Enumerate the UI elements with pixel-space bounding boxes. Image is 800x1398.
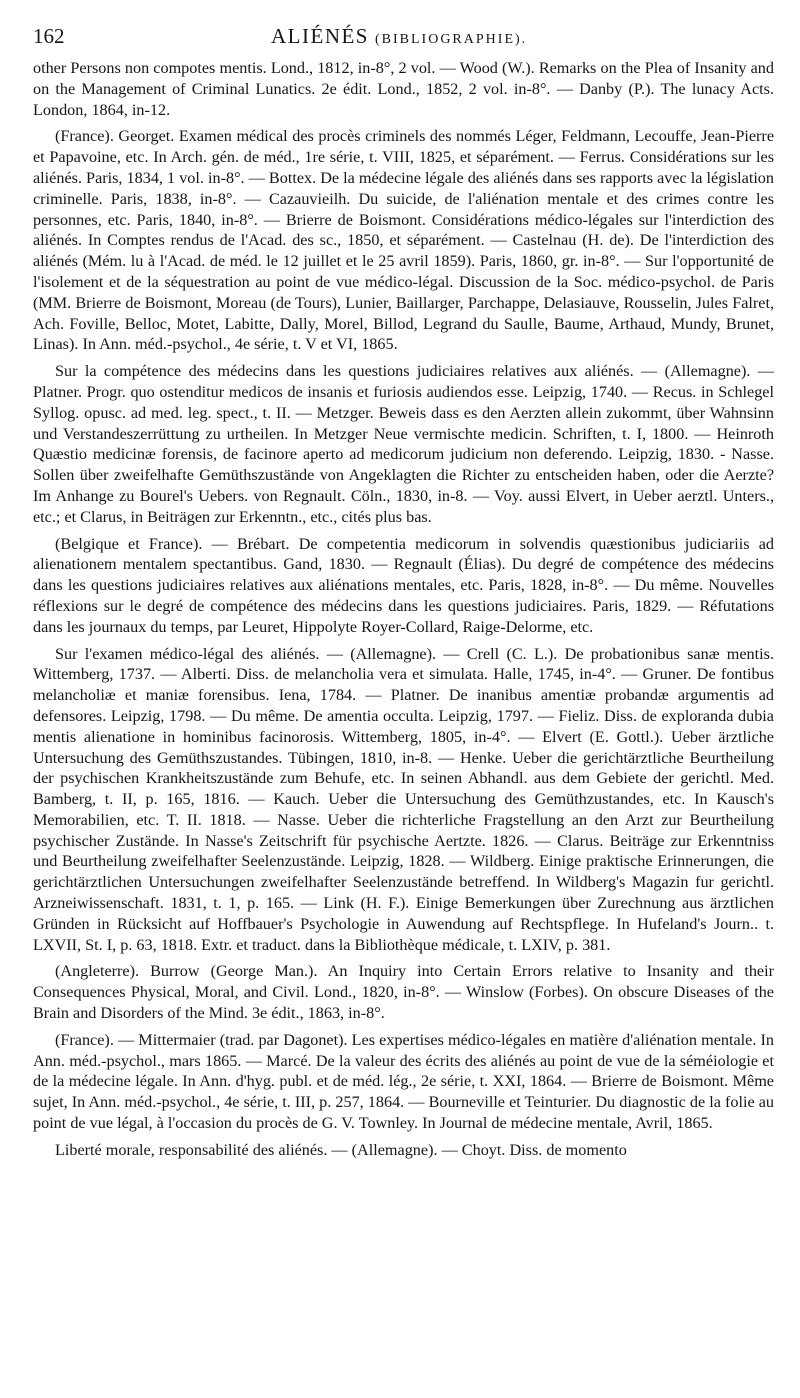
paragraph: (France). Georget. Examen médical des procès criminels des nommés Léger, Feldmann, Lecouffe, Jean-Pierre et Papavoine, etc. In Arch. gén. de méd., 1re série, t. VIII, 1825, et séparément. — Ferrus. Considérations sur les aliénés. Paris, 1834, 1 vol. in-8°. — Bottex. De la médecine légale des aliénés dans ses rapports avec la législation criminelle. Paris, 1838, in-8°. — Cazauvieilh. Du suicide, de l'aliénation mentale et des crimes contre les personnes, etc. Paris, 1840, in-8°. — Brierre de Boismont. Considérations médico-légales sur l'interdiction des aliénés. In Comptes rendus de l'Acad. des sc., 1850, et séparément. — Castelnau (H. de). De l'interdiction des aliénés (Mém. lu à l'Acad. de méd. le 12 juillet et le 25 avril 1859). Paris, 1860, gr. in-8°. — Sur l'opportunité de l'isolement et de la séquestration au point de vue médico-légal. Discussion de la Soc. médico-psychol. de Paris (MM. Brierre de Boismont, Moreau (de Tours), Lunier, Baillarger, Parchappe, Delasiauve, Rousselin, Jules Falret, Ach. Foville, Belloc, Motet, Labitte, Dally, Morel, Billod, Legrand du Saulle, Baume, Arthaud, Mundy, Brunet, Linas). In Ann. méd.-psychol., 4e série, t. V et VI, 1865.	[33, 127, 774, 354]
paragraph: (Angleterre). Burrow (George Man.). An Inquiry into Certain Errors relative to Insanity and their Consequences Physical, Moral, and Civil. Lond., 1820, in-8°. — Winslow (Forbes). On obscure Diseases of the Brain and Disorders of the Mind. 3e édit., 1863, in-8°.	[33, 962, 774, 1023]
paragraph: Sur la compétence des médecins dans les questions judiciaires relatives aux aliénés. — (Allemagne). — Platner. Progr. quo ostenditur medicos de insanis et furiosis audiendos esse. Leipzig, 1740. — Recus. in Schlegel Syllog. opusc. ad med. leg. spect., t. II. — Metzger. Beweis dass es den Aerzten allein zukommt, über Wahnsinn und Verstandeszerrüttung zu urtheilen. In Metzger Neue vermischte medicin. Schriften, t. I, 1800. — Heinroth Quæstio medicinæ forensis, de facinore aperto ad medicorum judicium non deferendo. Leipzig, 1830. - Nasse. Sollen über zweifelhafte Gemüthszustände von Angeklagten die Richter zu entscheiden haben, oder die Aerzte? Im Anhange zu Bourel's Uebers. von Regnault. Cöln., 1830, in-8. — Voy. aussi Elvert, in Ueber aerztl. Unters., etc.; et Clarus, in Beiträgen zur Erkenntn., etc., cités plus bas.	[33, 362, 774, 526]
bibliography-text	[33, 58, 774, 1161]
paragraph: other Persons non compotes mentis. Lond., 1812, in-8°, 2 vol. — Wood (W.). Remarks on the Plea of Insanity and on the Management of Criminal Lunatics. 2e édit. Lond., 1852, 2 vol. in-8°. — Danby (P.). The lunacy Acts. London, 1864, in-12.	[33, 59, 774, 119]
page-number: 162	[33, 24, 65, 48]
paragraph: Liberté morale, responsabilité des aliénés. — (Allemagne). — Choyt. Diss. de momento	[55, 1140, 627, 1159]
paragraph: Sur l'examen médico-légal des aliénés. — (Allemagne). — Crell (C. L.). De probationibus sanæ mentis. Wittemberg, 1737. — Alberti. Diss. de melancholia vera et simulata. Halle, 1745, in-4°. — Gruner. De fontibus melancholiæ et maniæ forensibus. Iena, 1784. — Platner. De inanibus amentiæ probandæ argumentis ad defensores. Leipzig, 1798. — Du même. De amentia occulta. Leipzig, 1797. — Fieliz. Diss. de exploranda dubia mentis alienatione in hominibus facinorosis. Wittemberg, 1805, in-4°. — Elvert (E. Gottl.). Ueber ärztliche Untersuchung des Gemüthszustandes. Tübingen, 1810, in-8. — Henke. Ueber die gerichtärztliche Beurtheilung der psychischen Krankheitszustände zum Behufe, etc. In seinen Abhandl. aus dem Gebiete der gerichtl. Med. Bamberg, t. II, p. 165, 1816. — Kauch. Ueber die Untersuchung des Gemüthzustandes, etc. In Kausch's Memorabilien, etc. T. II. 1818. — Nasse. Ueber die richterliche Fragstellung an den Arzt zur Beurtheilung psychischer Zustände. In Nasse's Zeitschrift für psychische Aertzte. 1826. — Clarus. Beiträge zur Erkenntniss und Beurtheilung zweifelhafter Seelenzustände. Leipzig, 1828. — Wildberg. Einige praktische Erinnerungen, die gerichtärztlichen Untersuchungen zweifelhafter Seelenzustände betreffend. In Wildberg's Magazin fur gerichtl. Arzneiwissenschaft. 1831, t. 1, p. 165. — Link (H. F.). Einige Bemerkungen über Zurechnung aus ärztlichen Gründen in Rücksicht auf Hoffbauer's Psychologie in Auwendung auf Rechtspflege. In Hufeland's Journ.. t. LXVII, St. I, p. 63, 1818. Extr. et traduct. dans la Bibliothèque médicale, t. LXIV, p. 381.	[33, 644, 774, 954]
paragraph: (Belgique et France). — Brébart. De competentia medicorum in solvendis quæstionibus judiciariis ad alienationem mentalem spectantibus. Gand, 1830. — Regnault (Élias). Du degré de compétence des médecins dans les questions judiciaires relatives aux aliénations mentales, etc. Paris, 1828, in-8°. — Du même. Nouvelles réflexions sur le degré de compétence des médecins dans les questions judiciaires. Paris, 1829. — Réfutations dans les journaux du temps, par Leuret, Hippolyte Royer-Collard, Raige-Delorme, etc.	[33, 534, 774, 636]
running-title: ALIÉNÉS	[271, 24, 369, 48]
paragraph: (France). — Mittermaier (trad. par Dagonet). Les expertises médico-légales en matière d'aliénation mentale. In Ann. méd.-psychol., mars 1865. — Marcé. De la valeur des écrits des aliénés au point de vue de la séméiologie et de la médecine légale. In Ann. d'hyg. publ. et de méd. lég., 2e série, t. XXI, 1864. — Brierre de Boismont. Même sujet, In Ann. méd.-psychol., 4e série, t. III, p. 257, 1864. — Bourneville et Teinturier. Du diagnostic de la folie au point de vue légal, à l'occasion du procès de G. V. Townley. In Journal de médecine mentale, Avril, 1865.	[33, 1030, 774, 1133]
running-header	[33, 24, 774, 58]
running-subtitle: (BIBLIOGRAPHIE).	[375, 32, 528, 47]
